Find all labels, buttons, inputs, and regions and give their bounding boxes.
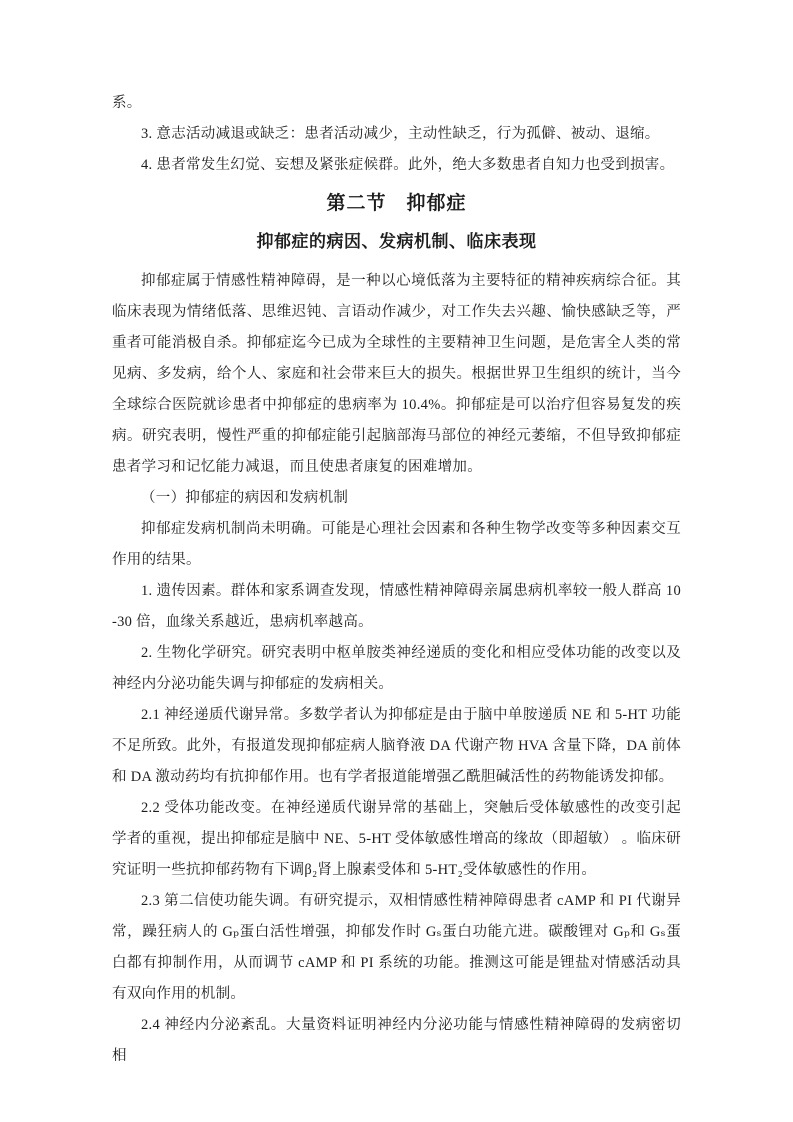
doc-content [112, 88, 681, 1072]
paragraph-neurotransmitter-metabolism: 2.1 神经递质代谢异常。多数学者认为抑郁症是由于脑中单胺递质 NE 和 5-HT 功能不足所致。此外，有报道发现抑郁症病人脑脊液 DA 代谢产物 HVA 含量下降，DA 前体和 DA 激动药均有抗抑郁作用。也有学者报道能增强乙酰胆碱活性的药物能诱发抑郁。 [112, 707, 681, 785]
list-item-4: 4. 患者常发生幻觉、妄想及紧张症候群。此外，绝大多数患者自知力也受到损害。 [141, 157, 675, 173]
paragraph-receptor-function: 2.2 受体功能改变。在神经递质代谢异常的基础上，突触后受体敏感性的改变引起学者的重视，提出抑郁症是脑中 NE、5-HT 受体敏感性增高的缘故（即超敏） 。临床研究证明一些抗抑郁药物有下调β₂肾上腺素受体和 5-HT₂受体敏感性的作用。 [112, 800, 681, 878]
subheading-etiology: （一）抑郁症的病因和发病机制 [141, 490, 349, 506]
paragraph-genetic-factors: 1. 遗传因素。群体和家系调查发现，情感性精神障碍亲属患病机率较一般人群高 10-30 倍，血缘关系越近，患病机率越高。 [112, 583, 681, 630]
paragraph-overview: 抑郁症属于情感性精神障碍，是一种以心境低落为主要特征的精神疾病综合征。其临床表现为情绪低落、思维迟钝、言语动作减少，对工作失去兴趣、愉快感缺乏等，严重者可能消极自杀。抑郁症迄今已成为全球性的主要精神卫生问题，是危害全人类的常见病、多发病，给个人、家庭和社会带来巨大的损失。根据世界卫生组织的统计，当今全球综合医院就诊患者中抑郁症的患病率为 10.4%。抑郁症是可以治疗但容易复发的疾病。研究表明，慢性严重的抑郁症能引起脑部海马部位的神经元萎缩，不但导致抑郁症患者学习和记忆能力减退，而且使患者康复的困难增加。 [112, 273, 681, 475]
subsection-title: 抑郁症的病因、发病机制、临床表现 [256, 232, 537, 251]
section-title: 第二节 抑郁症 [326, 193, 467, 214]
paragraph-mechanism-intro: 抑郁症发病机制尚未明确。可能是心理社会因素和各种生物学改变等多种因素交互作用的结果。 [112, 521, 681, 568]
paragraph-neuroendocrine: 2.4 神经内分泌紊乱。大量资料证明神经内分泌功能与情感性精神障碍的发病密切相 [112, 1017, 681, 1064]
continuation-line: 系。 [112, 95, 142, 111]
paragraph-biochemistry: 2. 生物化学研究。研究表明中枢单胺类神经递质的变化和相应受体功能的改变以及神经内分泌功能失调与抑郁症的发病相关。 [112, 645, 681, 692]
paragraph-second-messenger: 2.3 第二信使功能失调。有研究提示，双相情感性精神障碍患者 cAMP 和 PI 代谢异常，躁狂病人的 Gₚ蛋白活性增强，抑郁发作时 Gₛ蛋白功能亢进。碳酸锂对 Gₚ和 Gₛ蛋白都有抑制作用，从而调节 cAMP 和 PI 系统的功能。推测这可能是锂盐对情感活动具有双向作用的机制。 [112, 893, 681, 1002]
list-item-3: 3. 意志活动减退或缺乏：患者活动减少，主动性缺乏，行为孤僻、被动、退缩。 [141, 126, 660, 142]
